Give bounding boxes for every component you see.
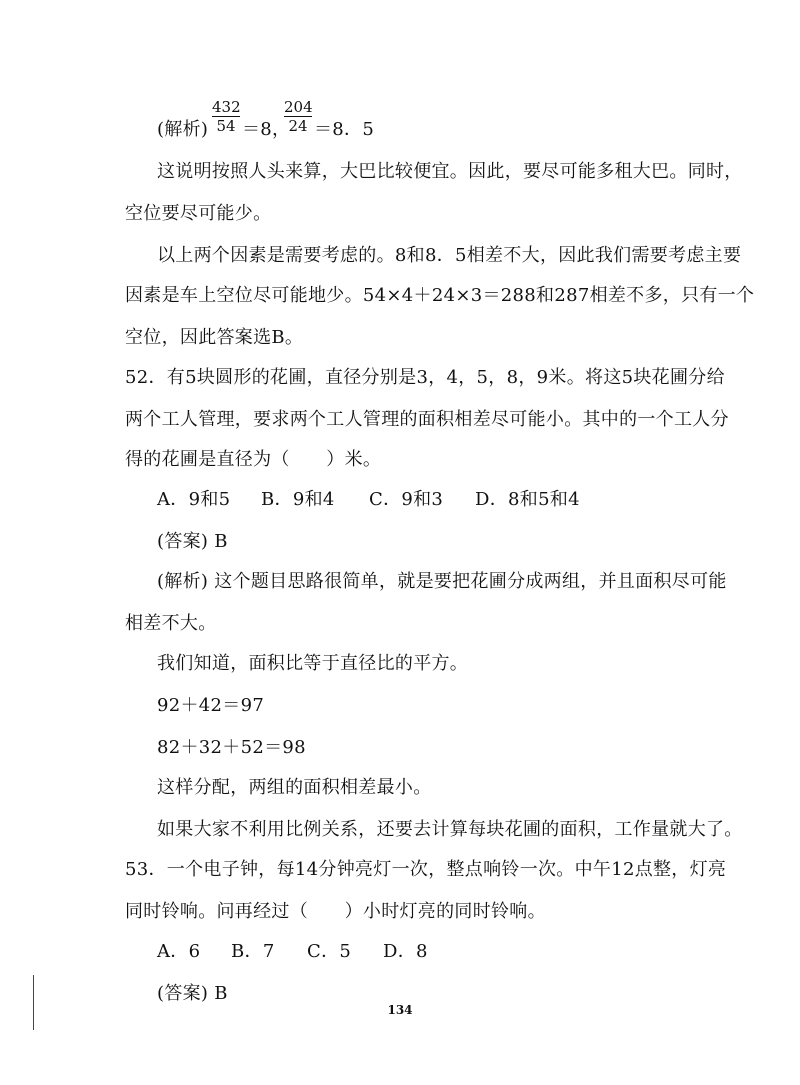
text-line: 因素是车上空位尽可能地少。54×4＋24×3＝288和287相差不多，只有一个 bbox=[125, 285, 755, 306]
analysis-label: (解析) bbox=[157, 119, 209, 140]
question-52-line: 得的花圃是直径为（ ）米。 bbox=[125, 449, 382, 470]
option-a: A．9和5 bbox=[157, 489, 231, 510]
option-c: C．9和3 bbox=[369, 489, 444, 510]
text-line: 我们知道，面积比等于直径比的平方。 bbox=[157, 653, 469, 674]
option-c: C．5 bbox=[307, 941, 352, 962]
answer-53: (答案) B bbox=[157, 983, 228, 1004]
question-53-line: 53．一个电子钟，每14分钟亮灯一次，整点响铃一次。中午12点整，灯亮 bbox=[125, 859, 727, 880]
text-line: 以上两个因素是需要考虑的。8和8．5相差不大，因此我们需要考虑主要 bbox=[157, 245, 742, 266]
option-d: D．8和5和4 bbox=[475, 489, 580, 510]
question-52-line: 两个工人管理，要求两个工人管理的面积相差尽可能小。其中的一个工人分 bbox=[125, 409, 729, 430]
text-line: 相差不大。 bbox=[125, 613, 217, 634]
equation: 92＋42＝97 bbox=[157, 695, 265, 716]
option-a: A．6 bbox=[157, 941, 201, 962]
scan-margin-line bbox=[33, 975, 34, 1030]
text-line: 空位，因此答案选B。 bbox=[125, 327, 304, 348]
text-line: (解析) 这个题目思路很简单，就是要把花圃分成两组，并且面积尽可能 bbox=[157, 571, 727, 592]
question-53-line: 同时铃响。问再经过（ ）小时灯亮的同时铃响。 bbox=[125, 901, 546, 922]
fraction-numerator: 204 bbox=[284, 98, 313, 116]
fraction-numerator: 432 bbox=[212, 98, 241, 116]
text-line: 这样分配，两组的面积相差最小。 bbox=[157, 777, 432, 798]
text-line: 如果大家不利用比例关系，还要去计算每块花圃的面积，工作量就大了。 bbox=[157, 819, 743, 840]
equation: 82＋32＋52＝98 bbox=[157, 737, 306, 758]
option-d: D．8 bbox=[383, 941, 428, 962]
question-52-line: 52．有5块圆形的花圃，直径分别是3，4，5，8，9米。将这5块花圃分给 bbox=[125, 367, 725, 388]
fraction-denominator: 54 bbox=[216, 117, 236, 135]
fraction-denominator: 24 bbox=[288, 117, 308, 135]
answer-52: (答案) B bbox=[157, 531, 228, 552]
option-b: B．7 bbox=[231, 941, 275, 962]
fraction-result: ＝8， bbox=[242, 119, 291, 140]
text-line: 这说明按照人头来算，大巴比较便宜。因此，要尽可能多租大巴。同时， bbox=[157, 161, 743, 182]
fraction-204-24 bbox=[284, 98, 312, 135]
page-number: 134 bbox=[387, 1003, 413, 1017]
option-b: B．9和4 bbox=[261, 489, 335, 510]
fraction-result: ＝8．5 bbox=[314, 119, 375, 140]
fraction-432-54 bbox=[212, 98, 240, 135]
text-line: 空位要尽可能少。 bbox=[125, 203, 272, 224]
